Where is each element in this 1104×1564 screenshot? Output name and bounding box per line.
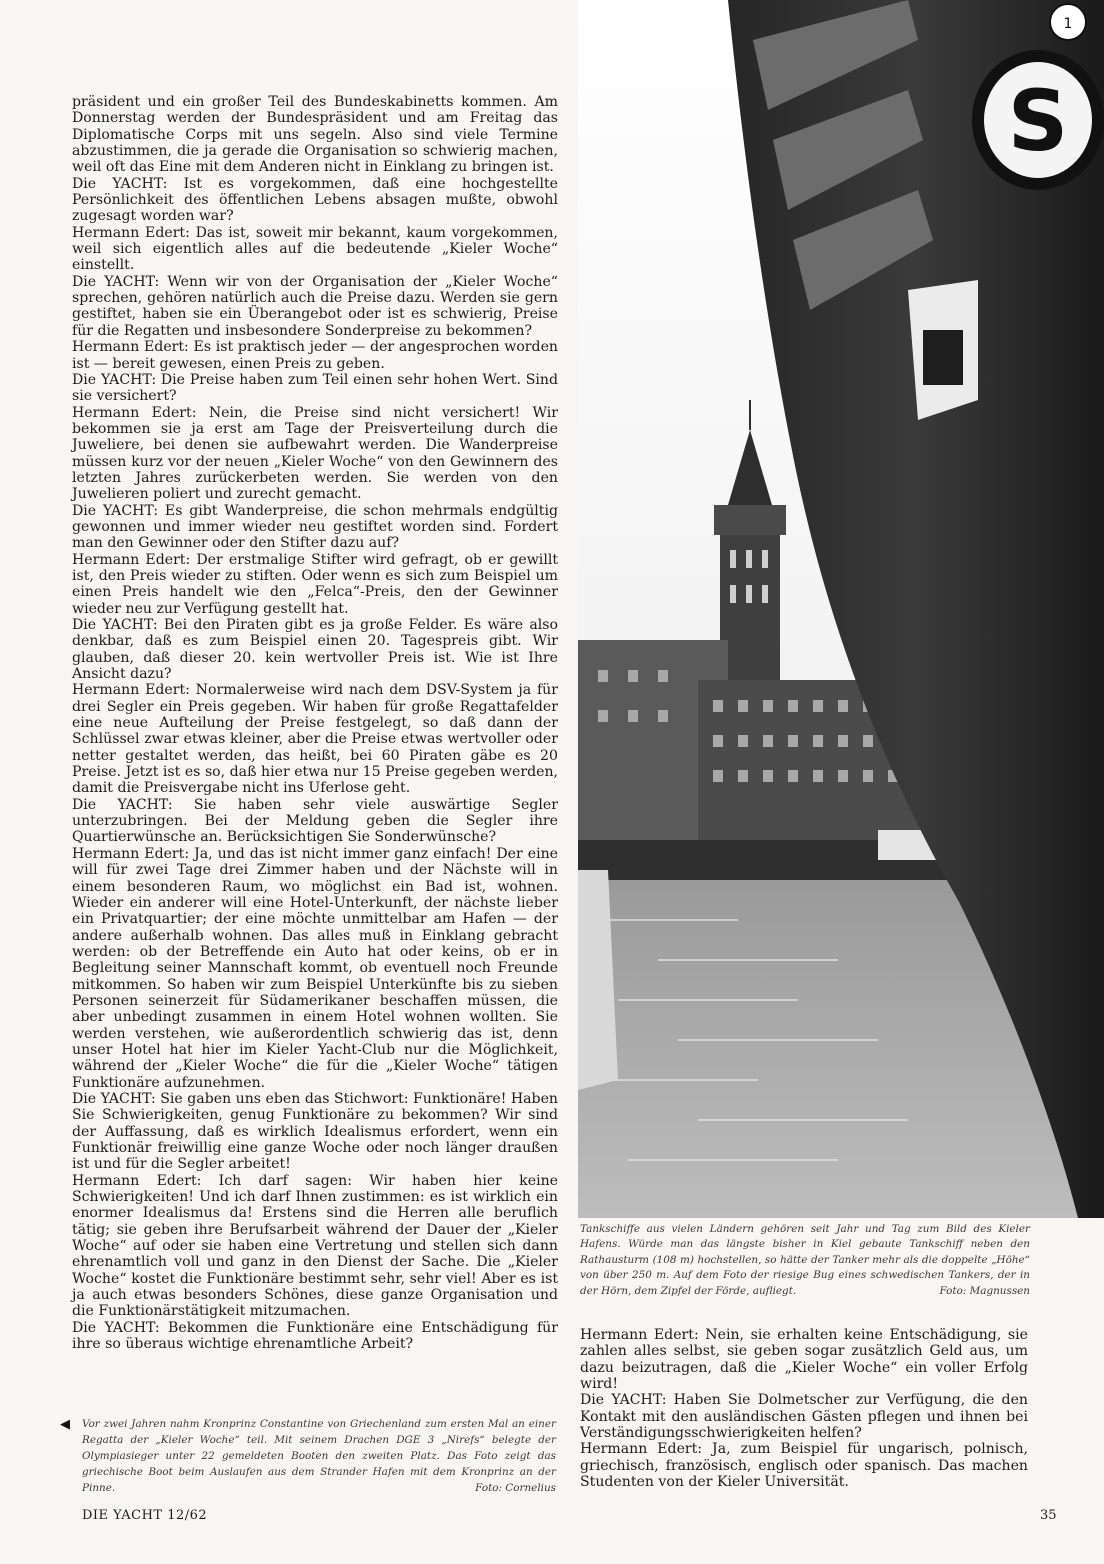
paragraph: Hermann Edert: Es ist praktisch jeder — der angesprochen worden ist — bereit gewesen, einen Preis zu geben. — [72, 339, 558, 372]
logo-number: 1 — [1063, 16, 1073, 32]
paragraph: Hermann Edert: Nein, die Preise sind nicht versichert! Wir bekommen sie ja erst am Tage der Preisverteilung durch die Juweliere, bei denen sie aufbewahrt werden. Die Wanderpreise müssen kurz vor der neuen „Kieler Woche“ von den Gewinnern des letzten Jahres zurückerbeten werden. Sie werden von den Juwelieren poliert und zurecht gemacht. — [72, 404, 558, 503]
paragraph: Die YACHT: Bekommen die Funktionäre eine Entschädigung für ihre so überaus wichtige ehrenamtliche Arbeit? — [72, 1319, 558, 1353]
paragraph: präsident und ein großer Teil des Bundeskabinetts kommen. Am Donnerstag werden der Bundespräsident und am Freitag das Diplomatische Corps mit uns segeln. Also sind viele Termine abzustimmen, die ja gerade die Organisation so schwierig machen, weil oft das Eine mit dem Anderen nicht in Einklang zu bringen ist. — [72, 94, 558, 176]
paragraph: Die YACHT: Es gibt Wanderpreise, die schon mehrmals endgültig gewonnen und immer wieder neu gestiftet worden sind. Fordert man den Gewinner oder den Stifter dazu auf? — [72, 502, 558, 552]
paragraph: Die YACHT: Wenn wir von der Organisation der „Kieler Woche“ sprechen, gehören natürlich auch die Preise dazu. Werden sie gern gestiftet, haben sie ein Überangebot oder ist es schwierig, Preise für die Regatten und insbesondere Sonderpreise zu bekommen? — [72, 273, 558, 339]
right-photo-caption — [580, 1222, 1030, 1299]
tanker-bow-photo — [578, 0, 1104, 1218]
right-text-column — [580, 1327, 1028, 1490]
paragraph: Hermann Edert: Ich darf sagen: Wir haben hier keine Schwierigkeiten! Und ich darf Ihnen zustimmen: es ist wirklich ein enormer Idealismus da! Erstens sind die Herren alle beruflich tätig; sie geben ihre Berufsarbeit während der Dauer der „Kieler Woche“ auf oder sie haben eine Vertretung und stellen sich dann ehrenamtlich voll und ganz in den Dienst der Sache. Die „Kieler Woche“ kostet die Funktionäre bestimmt sehr, sehr viel! Aber es ist ja auch etwas besonders Schönes, diese ganze Organisation und die Funktionärstätigkeit mitzumachen. — [72, 1172, 558, 1320]
paragraph: Hermann Edert: Nein, sie erhalten keine Entschädigung, sie zahlen alles selbst, sie geben sogar zusätzlich Geld aus, um dazu beizutragen, daß die „Kieler Woche“ ein voller Erfolg wird! — [580, 1327, 1028, 1393]
caption-text: Vor zwei Jahren nahm Kronprinz Constantine von Griechenland zum ersten Mal an einer Regatta der „Kieler Woche“ teil. Mit seinem Drachen DGE 3 „Nirefs“ belegte der Olympiasieger unter 22 gemeldeten Booten den zweiten Platz. Das Foto zeigt das griechische Boot beim Auslaufen aus dem Strander Hafen mit dem Kronprinz an der Pinne. — [82, 1418, 556, 1494]
left-text-column — [72, 94, 558, 1352]
paragraph: Hermann Edert: Ja, und das ist nicht immer ganz einfach! Der eine will für zwei Tage drei Zimmer haben und der Nächste will in einem besonderen Raum, wo möglichst ein Bad ist, wohnen. Wieder ein anderer will eine Hotel-Unterkunft, der nächste lieber ein Privatquartier; der eine möchte unmittelbar am Hafen — der andere außerhalb wohnen. Das alles muß in Einklang gebracht werden: ob der Betreffende ein Auto hat oder keins, ob er in Begleitung seiner Mannschaft kommt, ob eventuell noch Freunde mitkommen. So haben wir zum Beispiel Unterkünfte bis zu sieben Personen seinerzeit für Südamerikaner beschaffen müssen, die aber unbedingt zusammen in einem Hotel wohnen wollten. Sie werden verstehen, wie außerordentlich schwierig das ist, denn unser Hotel hat hier im Kieler Yacht-Club nur die Möglichkeit, während der „Kieler Woche“ die für die „Kieler Woche“ tätigen Funktionäre aufzunehmen. — [72, 845, 558, 1091]
paragraph: Hermann Edert: Das ist, soweit mir bekannt, kaum vorgekommen, weil sich eigentlich alles auf die bedeutende „Kieler Woche“ einstellt. — [72, 224, 558, 274]
left-photo-caption — [82, 1416, 556, 1496]
page-number: 35 — [1040, 1508, 1057, 1523]
pointer-arrow-icon: ◀ — [60, 1417, 70, 1432]
paragraph: Hermann Edert: Normalerweise wird nach dem DSV-System ja für drei Segler ein Preis gegeben. Wir haben für große Regattafelder eine neue Aufteilung der Preise festgelegt, so daß dann der Schlüssel zwar etwas kleiner, aber die Preise etwas wertvoller oder netter gestaltet werden, das heißt, bei 60 Piraten gäbe es 20 Preise. Jetzt ist es so, daß hier etwa nur 15 Preise gegeben werden, damit die Preisvergabe nicht ins Uferlose geht. — [72, 682, 558, 797]
paragraph: Die YACHT: Bei den Piraten gibt es ja große Felder. Es wäre also denkbar, daß es zum Beispiel einen 20. Tagespreis gibt. Wir glauben, daß dieser 20. kein wertvoller Preis ist. Wie ist Ihre Ansicht dazu? — [72, 617, 558, 683]
paragraph: Hermann Edert: Der erstmalige Stifter wird gefragt, ob er gewillt ist, den Preis wieder zu stiften. Oder wenn es sich zum Beispiel um einen Preis handelt wie den „Felca“-Preis, den der Gewinner wieder neu zur Verfügung gestellt hat. — [72, 551, 558, 617]
paragraph: Die YACHT: Sie gaben uns eben das Stichwort: Funktionäre! Haben Sie Schwierigkeiten, genug Funktionäre zu bekommen? Wir sind der Auffassung, daß es wirklich Idealismus erfordert, wenn ein Funktionär freiwillig eine ganze Woche oder noch länger draußen ist und für die Segler arbeitet! — [72, 1090, 558, 1173]
logo-letter: S — [1007, 72, 1069, 170]
paragraph: Die YACHT: Sie haben sehr viele auswärtige Segler unterzubringen. Bei der Meldung geben die Segler ihre Quartierwünsche an. Berücksichtigen Sie Sonderwünsche? — [72, 796, 558, 846]
publication-footer: DIE YACHT 12/62 — [82, 1508, 208, 1523]
paragraph: Die YACHT: Haben Sie Dolmetscher zur Verfügung, die den Kontakt mit den ausländischen Gästen pflegen und ihnen bei Verständigungsschwierigkeiten helfen? — [580, 1392, 1028, 1442]
photo-illustration — [578, 0, 1104, 1218]
photo-credit: Foto: Magnussen — [939, 1284, 1030, 1297]
paragraph: Hermann Edert: Ja, zum Beispiel für ungarisch, polnisch, griechisch, französisch, englisch oder spanisch. Das machen Studenten von der Kieler Universität. — [580, 1441, 1028, 1491]
caption-text: Tankschiffe aus vielen Ländern gehören seit Jahr und Tag zum Bild des Kieler Hafens. Würde man das längste bisher in Kiel gebaute Tankschiff neben den Rathausturm (108 m) hochstellen, so hätte der Tanker mehr als die doppelte „Höhe“ von über 250 m. Auf dem Foto der riesige Bug eines schwedischen Tankers, der in der Hörn, dem Zipfel der Förde, aufliegt. — [580, 1223, 1030, 1297]
paragraph: Die YACHT: Ist es vorgekommen, daß eine hochgestellte Persönlichkeit des öffentlichen Lebens absagen mußte, obwohl zugesagt worden war? — [72, 175, 558, 225]
paragraph: Die YACHT: Die Preise haben zum Teil einen sehr hohen Wert. Sind sie versichert? — [72, 371, 558, 405]
photo-credit: Foto: Cornelius — [475, 1482, 556, 1494]
